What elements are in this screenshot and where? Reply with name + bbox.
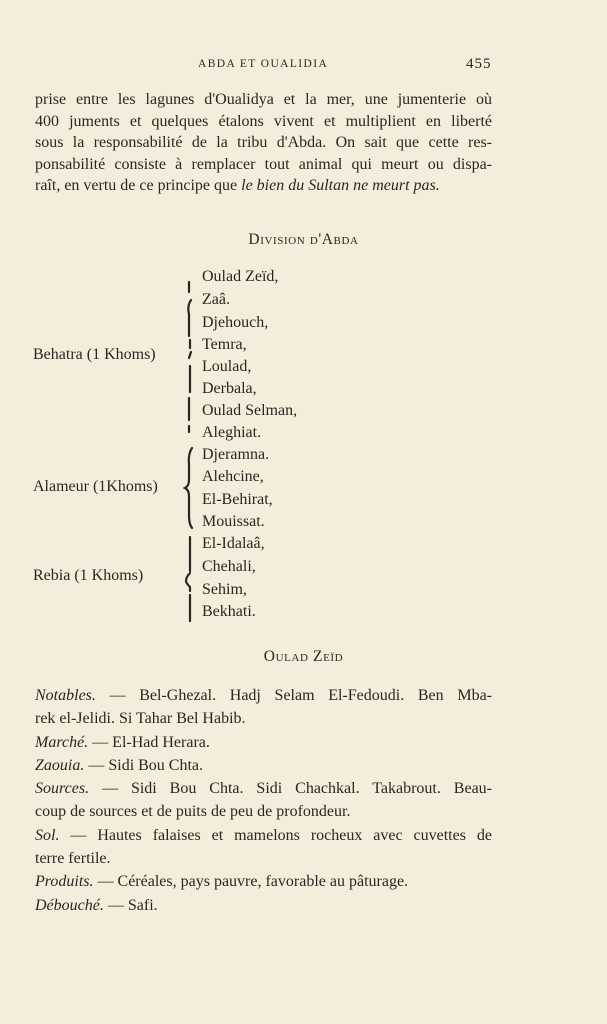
tribe-name: Djehouch, bbox=[202, 314, 269, 331]
brace-rebia bbox=[182, 533, 194, 625]
entry-text: — Safi. bbox=[103, 896, 158, 914]
paragraph-line: sous la responsabilité de la tribu d'Abda. On sait que cette res- bbox=[35, 134, 492, 151]
entry-text: coup de sources et de puits de peu de profondeur. bbox=[35, 803, 351, 821]
tribe-name: Djeramna. bbox=[202, 446, 270, 463]
entry-line bbox=[35, 847, 492, 870]
entry-line bbox=[35, 800, 492, 823]
entry-text: rek el-Jelidi. Si Tahar Bel Habib. bbox=[35, 710, 246, 728]
division-title: Division d'Abda bbox=[248, 231, 359, 248]
tribe-name: Alehcine, bbox=[202, 468, 264, 485]
entry-term: Produits. bbox=[35, 873, 94, 891]
paragraph-line: 400 juments et quelques étalons vivent et multiplient en liberté bbox=[35, 112, 492, 130]
entry-text: terre fertile. bbox=[35, 850, 111, 868]
brace-behatra bbox=[182, 270, 194, 442]
group-label-behatra: Behatra (1 Khoms) bbox=[33, 346, 156, 363]
paragraph-line-text: raît, en vertu de ce principe que bbox=[35, 177, 238, 194]
tribe-name: Zaâ. bbox=[202, 291, 230, 308]
group-label-rebia: Rebia (1 Khoms) bbox=[33, 567, 144, 584]
entry-line bbox=[35, 707, 492, 730]
tribe-name: Oulad Selman, bbox=[202, 402, 298, 419]
paragraph-line: prise entre les lagunes d'Oualidya et la mer, une jumenterie où bbox=[35, 91, 492, 108]
entry-line bbox=[35, 894, 492, 917]
intro-paragraph bbox=[35, 89, 492, 197]
entry-line bbox=[35, 754, 492, 777]
oulad-zeid-entries bbox=[35, 684, 492, 917]
tribe-name: Chehali, bbox=[202, 558, 256, 575]
entry-text: — Bel-Ghezal. Hadj Selam El-Fedoudi. Ben Mba- bbox=[95, 687, 492, 704]
entry-term: Marché. bbox=[35, 733, 89, 751]
entry-text: — Hautes falaises et mamelons rocheux avec cuvettes de bbox=[59, 826, 492, 844]
paragraph-last-line bbox=[35, 175, 492, 197]
tribe-name: Sehim, bbox=[202, 581, 247, 598]
entry-text: — Céréales, pays pauvre, favorable au pâturage. bbox=[93, 873, 409, 891]
tribe-name: Derbala, bbox=[202, 380, 257, 397]
brace-alameur bbox=[182, 444, 194, 532]
sultan-maxim: le bien du Sultan ne meurt pas. bbox=[241, 177, 440, 194]
entry-term: Zaouia. bbox=[35, 756, 85, 774]
entry-line bbox=[35, 684, 492, 707]
tribe-name: Bekhati. bbox=[202, 603, 256, 620]
tribe-name: El-Behirat, bbox=[202, 491, 273, 508]
running-head: ABDA ET OUALIDIA bbox=[198, 58, 329, 70]
tribe-name: El-Idalaâ, bbox=[202, 535, 265, 552]
tribe-name: Mouissat. bbox=[202, 513, 265, 530]
entry-line bbox=[35, 777, 492, 800]
tribe-name: Temra, bbox=[202, 336, 247, 353]
tribe-name: Aleghiat. bbox=[202, 424, 262, 441]
paragraph-line: ponsabilité consiste à remplacer tout animal qui meurt ou dispa- bbox=[35, 155, 492, 173]
oulad-zeid-title: Oulad Zeïd bbox=[263, 648, 344, 665]
tribe-name: Loulad, bbox=[202, 358, 252, 375]
entry-term: Débouché. bbox=[35, 896, 104, 914]
entry-text: — Sidi Bou Chta. bbox=[84, 756, 204, 774]
entry-term: Sources. bbox=[35, 780, 90, 798]
entry-line bbox=[35, 824, 492, 847]
tribe-name: Oulad Zeïd, bbox=[202, 268, 279, 285]
entry-term: Sol. bbox=[35, 826, 60, 844]
group-label-alameur: Alameur (1Khoms) bbox=[33, 478, 158, 495]
entry-term: Notables. bbox=[35, 687, 96, 704]
page-number: 455 bbox=[466, 56, 492, 72]
entry-text: — El-Had Herara. bbox=[88, 733, 210, 751]
entry-text: — Sidi Bou Chta. Sidi Chachkal. Takabrout. Beau- bbox=[89, 780, 492, 798]
entry-line bbox=[35, 870, 492, 893]
entry-line bbox=[35, 731, 492, 754]
